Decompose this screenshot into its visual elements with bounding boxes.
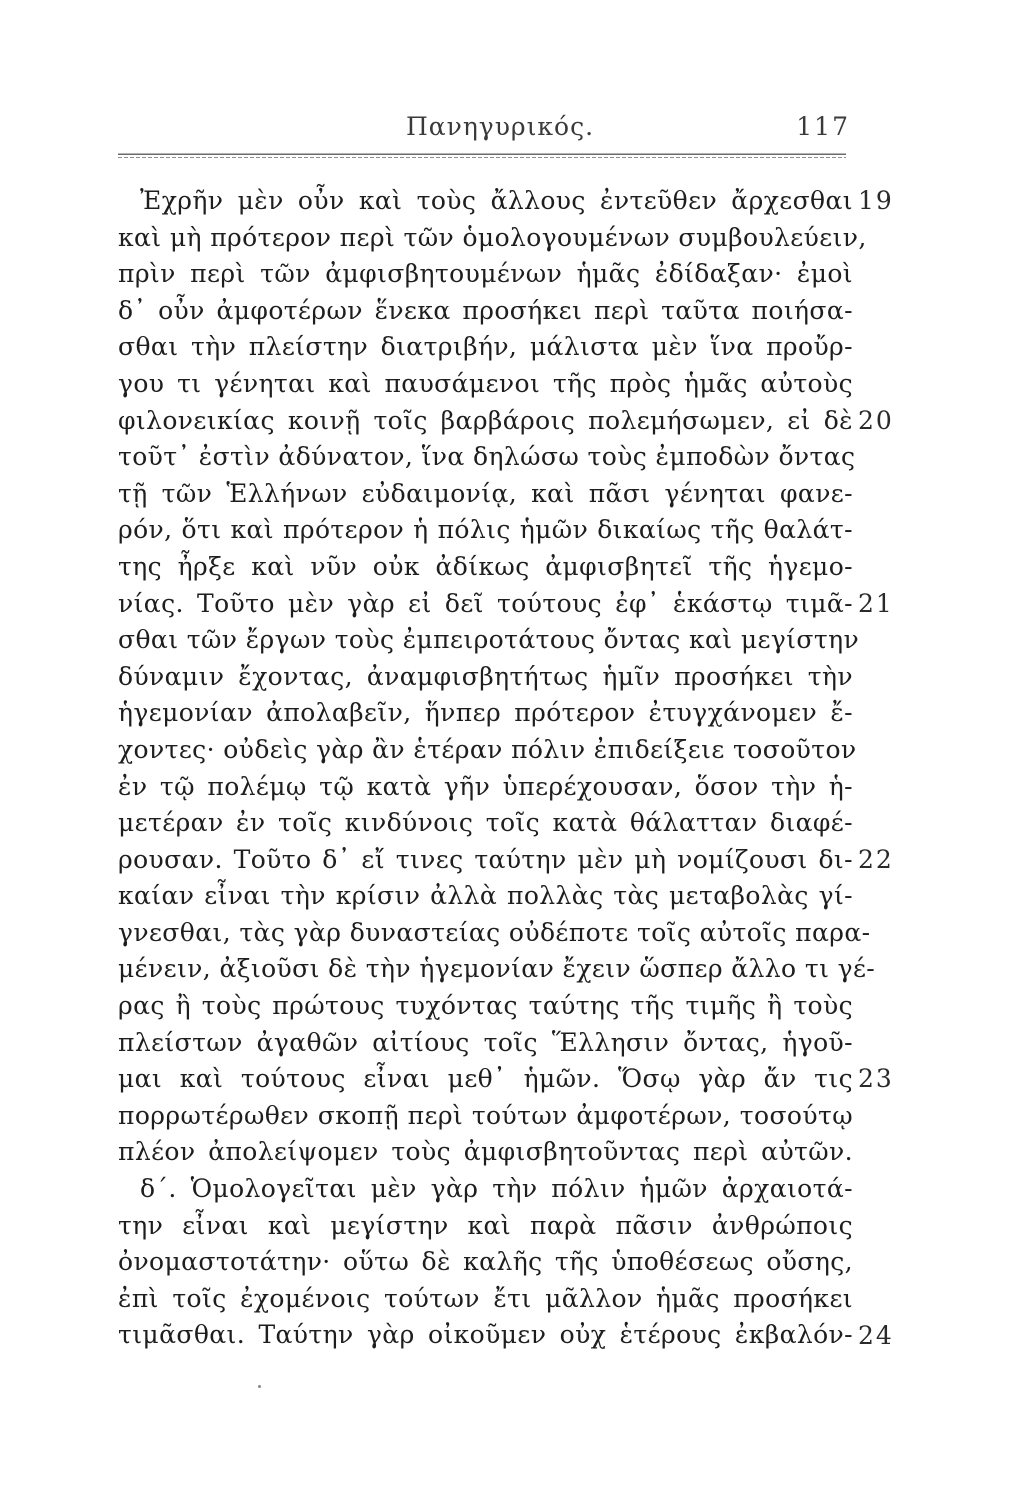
text-line: δύναμιν ἔχοντας, ἀναμφισβητήτως ἡμῖν προσήκει τὴν <box>118 661 853 691</box>
section-number: 21 <box>858 588 894 618</box>
text-line: ἡγεμονίαν ἀπολαβεῖν, ἥνπερ πρότερον ἐτυγχάνομεν ἔ- <box>118 698 853 728</box>
text-line: τιμᾶσθαι. Ταύτην γὰρ οἰκοῦμεν οὐχ ἑτέρους ἐκβαλόν- <box>118 1320 853 1350</box>
text-line: πορρωτέρωθεν σκοπῇ περὶ τούτων ἀμφοτέρων, τοσούτῳ <box>118 1100 853 1130</box>
section-number: 24 <box>858 1320 894 1350</box>
text-line: την εἶναι καὶ μεγίστην καὶ παρὰ πᾶσιν ἀνθρώποις <box>118 1210 853 1240</box>
text-line: καίαν εἶναι τὴν κρίσιν ἀλλὰ πολλὰς τὰς μεταβολὰς γί- <box>118 881 853 911</box>
text-line: μαι καὶ τούτους εἶναι μεθ᾽ ἡμῶν. Ὅσῳ γὰρ ἄν τις <box>118 1064 853 1094</box>
text-line: πλέον ἀπολείψομεν τοὺς ἀμφισβητοῦντας περὶ αὐτῶν. <box>118 1137 853 1167</box>
text-line: ρουσαν. Τοῦτο δ᾽ εἴ τινες ταύτην μὲν μὴ νομίζουσι δι- <box>118 844 853 874</box>
section-number: 23 <box>858 1064 894 1094</box>
header-rule <box>118 153 846 159</box>
text-line: ρας ἢ τοὺς πρώτους τυχόντας ταύτης τῆς τιμῆς ἢ τοὺς <box>118 991 853 1021</box>
text-line: γου τι γένηται καὶ παυσάμενοι τῆς πρὸς ἡμᾶς αὐτοὺς <box>118 368 853 398</box>
text-line: ὀνομαστοτάτην· οὕτω δὲ καλῆς τῆς ὑποθέσεως οὔσης, <box>118 1247 853 1277</box>
text-line: της ἦρξε καὶ νῦν οὐκ ἀδίκως ἀμφισβητεῖ τῆς ἡγεμο- <box>118 551 853 581</box>
text-line: σθαι τὴν πλείστην διατριβήν, μάλιστα μὲν ἵνα προὔρ- <box>118 332 853 362</box>
text-line: ρόν, ὅτι καὶ πρότερον ἡ πόλις ἡμῶν δικαίως τῆς θαλάτ- <box>118 515 853 545</box>
section-number: 20 <box>858 405 894 435</box>
text-line: τοῦτ᾽ ἐστὶν ἀδύνατον, ἵνα δηλώσω τοὺς ἐμποδὼν ὄντας <box>118 442 856 472</box>
text-line: μετέραν ἐν τοῖς κινδύνοις τοῖς κατὰ θάλατταν διαφέ- <box>118 808 853 838</box>
text-line: Ἐχρῆν μὲν οὖν καὶ τοὺς ἄλλους ἐντεῦθεν ἄρχεσθαι <box>140 186 853 215</box>
text-line: ἐπὶ τοῖς ἐχομένοις τούτων ἔτι μᾶλλον ἡμᾶς προσήκει <box>118 1283 853 1313</box>
text-line: φιλονεικίας κοινῇ τοῖς βαρβάροις πολεμήσωμεν, εἰ δὲ <box>118 405 853 435</box>
text-line: νίας. Τοῦτο μὲν γὰρ εἰ δεῖ τούτους ἐφ᾽ ἑκάστῳ τιμᾶ- <box>118 588 853 618</box>
text-line: καὶ μὴ πρότερον περὶ τῶν ὁμολογουμένων συμβουλεύειν, <box>118 222 867 252</box>
text-line: δ᾽ οὖν ἀμφοτέρων ἕνεκα προσήκει περὶ ταῦτα ποιήσα- <box>118 295 853 325</box>
running-title: Πανηγυρικός. <box>405 112 595 141</box>
text-line: γνεσθαι, τὰς γὰρ δυναστείας οὐδέποτε τοῖς αὐτοῖς παρα- <box>118 917 871 947</box>
text-line: δ΄. Ὁμολογεῖται μὲν γὰρ τὴν πόλιν ἡμῶν ἀρχαιοτά- <box>140 1174 853 1204</box>
text-line: μένειν, ἀξιοῦσι δὲ τὴν ἡγεμονίαν ἔχειν ὥσπερ ἄλλο τι γέ- <box>118 954 876 984</box>
section-number: 19 <box>858 186 894 215</box>
text-line: πρὶν περὶ τῶν ἀμφισβητουμένων ἡμᾶς ἐδίδαξαν· ἐμοὶ <box>118 259 853 289</box>
text-line: ἐν τῷ πολέμῳ τῷ κατὰ γῆν ὑπερέχουσαν, ὅσον τὴν ἡ- <box>118 771 853 801</box>
page-number: 117 <box>796 112 850 141</box>
print-speck <box>258 1385 261 1388</box>
text-line: χοντες· οὐδεὶς γὰρ ἂν ἑτέραν πόλιν ἐπιδείξειε τοσοῦτον <box>118 734 857 764</box>
text-line: τῇ τῶν Ἑλλήνων εὐδαιμονίᾳ, καὶ πᾶσι γένηται φανε- <box>118 478 853 508</box>
section-number: 22 <box>858 844 894 874</box>
text-line: πλείστων ἀγαθῶν αἰτίους τοῖς Ἕλλησιν ὄντας, ἡγοῦ- <box>118 1027 853 1057</box>
text-line: σθαι τῶν ἔργων τοὺς ἐμπειροτάτους ὄντας καὶ μεγίστην <box>118 625 860 655</box>
